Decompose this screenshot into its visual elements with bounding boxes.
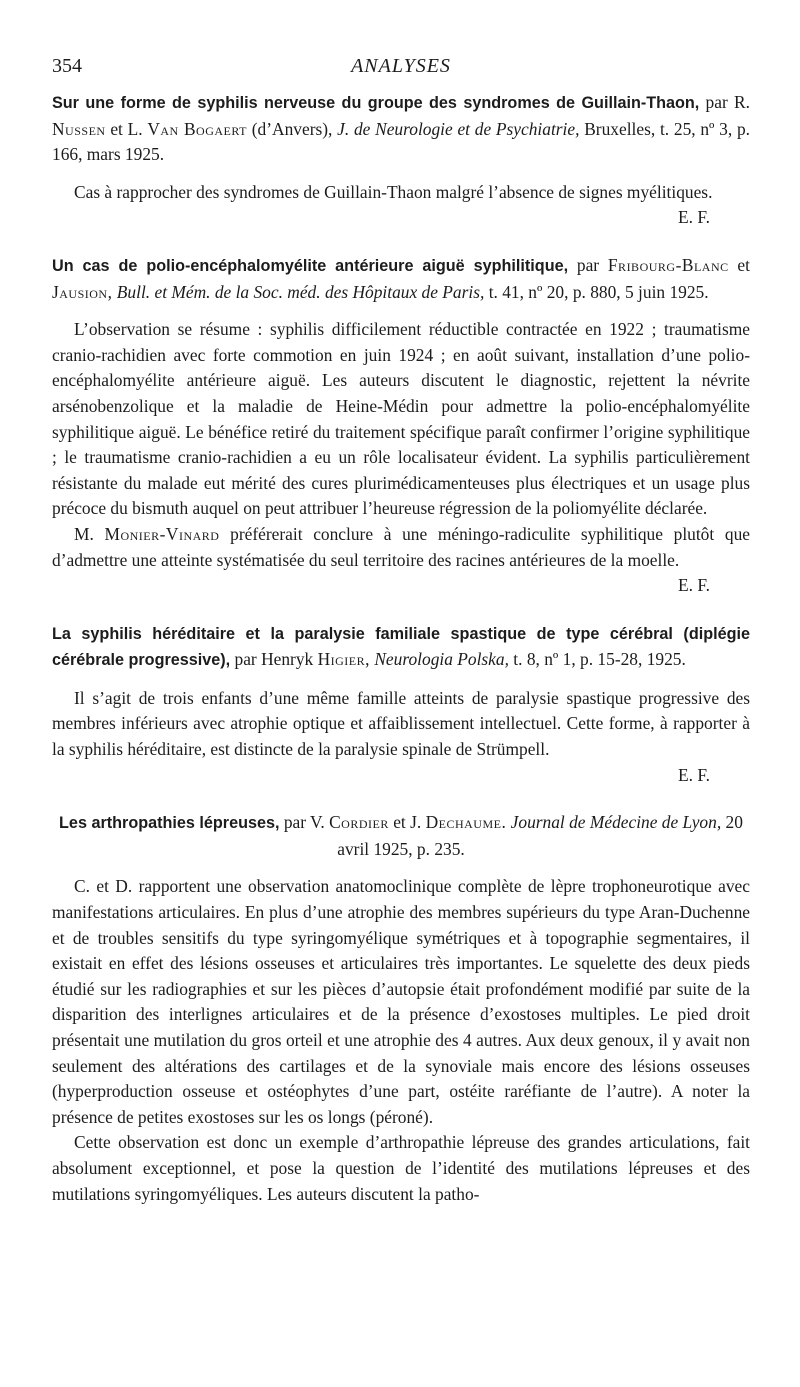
article-1-author1: Nussen <box>52 118 106 139</box>
article-2-paragraph-2 <box>52 522 750 573</box>
article-2-journal: Bull. et Mém. de la Soc. méd. des Hôpitaux de Paris, <box>112 281 485 302</box>
article-3-signature: E. F. <box>678 764 710 785</box>
article-1-affiliation: (d’Anvers), <box>247 118 338 139</box>
article-3-par: par Henryk <box>230 649 318 670</box>
article-1-par: par R. <box>699 92 750 112</box>
article-2-para2-name: Monier-Vinard <box>104 523 220 544</box>
article-3-author1: Higier, <box>317 649 370 670</box>
article-4-title: Les arthropathies lépreuses, <box>59 814 280 833</box>
article-4-journal: Journal de Médecine de Lyon, <box>506 812 722 833</box>
article-2-para2-prefix: M. <box>74 523 105 544</box>
page-number: 354 <box>52 55 82 77</box>
article-1-signature: E. F. <box>678 207 710 228</box>
article-1-paragraph: Cas à rapprocher des syndromes de Guillain-Thaon malgré l’absence de signes myélitiques. <box>74 181 713 202</box>
article-4-heading <box>52 810 750 862</box>
article-2-reference: t. 41, nº 20, p. 880, 5 juin 1925. <box>484 281 709 302</box>
article-2-heading <box>52 253 750 305</box>
article-1-title: Sur une forme de syphilis nerveuse du groupe des syndromes de Guillain-Thaon, <box>52 94 700 112</box>
article-3-journal: Neurologia Polska, <box>369 649 509 670</box>
article-2-signature: E. F. <box>678 575 710 596</box>
article-1-author2: Van Bogaert <box>147 118 248 139</box>
article-2-author1: Fribourg-Blanc <box>607 254 729 275</box>
article-4-paragraph-2: Cette observation est donc un exemple d’arthropathie lépreuse des grandes articulations, fait absolument exceptionnel, et pose la question de l’identité des mutilations lépreuses et des mutilations syringomyéliques. Les auteurs discutent la patho- <box>52 1132 750 1204</box>
article-4-et: et J. <box>388 812 426 833</box>
page-body <box>52 90 750 1207</box>
article-4-author1: Cordier <box>329 812 389 833</box>
article-4-author2: Dechaume. <box>425 812 507 833</box>
article-4-par: par V. <box>279 812 330 833</box>
article-3-reference: t. 8, nº 1, p. 15-28, 1925. <box>508 649 686 670</box>
article-3-title: La syphilis héréditaire et la paralysie familiale spastique de type cérébral (diplégie cérébrale progressive), <box>52 624 750 670</box>
article-2-title: Un cas de polio-encéphalomyélite antérieure aiguë syphilitique, <box>52 256 569 275</box>
article-1-heading <box>52 90 750 168</box>
article-4-reference: 20 avril 1925, p. 235. <box>337 812 743 859</box>
article-2-et: et <box>728 254 750 275</box>
article-2-paragraph-1: L’observation se résume : syphilis difficilement réductible contractée en 1922 ; traumatisme cranio-rachidien avec forte commotion en juin 1924 ; en août suivant, installation d’une polio-encéphalomyélite antérieure aiguë. Les auteurs discutent le diagnostic, rejettent la névrite arsénobenzolique et la maladie de Heine-Médin pour admettre la polio-encéphalomyélite syphilitique aiguë. Le bénéfice retiré du traitement spécifique paraît confirmer l’origine syphilitique ; le traumatisme cranio-rachidien a eu un rôle localisateur évident. La syphilis particulièrement résistante du malade eut mérité des cures plurimédicamenteuses plus électriques et un usage plus précoce du bismuth auquel on peut attribuer l’heureuse régression de la poliomyélite déclarée. <box>52 319 750 519</box>
article-1-reference: Bruxelles, t. 25, nº 3, p. 166, mars 1925. <box>52 118 751 165</box>
article-3-paragraph: Il s’agit de trois enfants d’une même famille atteints de paralysie spastique progressive des membres inférieurs avec atrophie optique et affaiblissement intellectuel. Cette forme, à rapporter à la syphilis héréditaire, est distincte de la paralysie spinale de Strümpell. <box>52 687 750 760</box>
article-2-par: par <box>568 254 608 275</box>
article-4-paragraph-1: C. et D. rapportent une observation anatomoclinique complète de lèpre trophoneurotique avec manifestations articulaires. En plus d’une atrophie des membres supérieurs du type Aran-Duchenne et de troubles sensitifs du type syringomyélique symétriques et à topographie segmentaires, il existait en effet des lésions osseuses et articulaires très importantes. Le squelette des deux pieds étudié sur les radiographies et sur les pièces d’autopsie était profondément modifié par suite de la disparition des interlignes articulaires et de la présence d’exostoses multiples. Le pied droit présentait une mutilation du gros orteil et une atrophie des 4 autres. Aux deux genoux, il y avait non seulement des altérations des cartilages et de la synoviale mais encore des lésions osseuses (hyperproduction osseuse et ostéophytes d’une part, ostéite raréfiante de l’autre). A noter la présence de petites exostoses sur les os longs (péroné). <box>52 876 750 1127</box>
page-header <box>52 55 750 83</box>
article-2-para2-text: préférerait conclure à une méningo-radiculite syphilitique plutôt que d’admettre une atteinte systématisée du seul territoire des racines antérieures de la moelle. <box>52 523 750 570</box>
article-2-author2: Jausion, <box>52 281 113 302</box>
article-1-et: et L. <box>105 118 148 139</box>
article-3-heading <box>52 621 750 674</box>
running-title: ANALYSES <box>351 55 451 77</box>
article-1-journal: J. de Neurologie et de Psychiatrie, <box>337 118 580 139</box>
